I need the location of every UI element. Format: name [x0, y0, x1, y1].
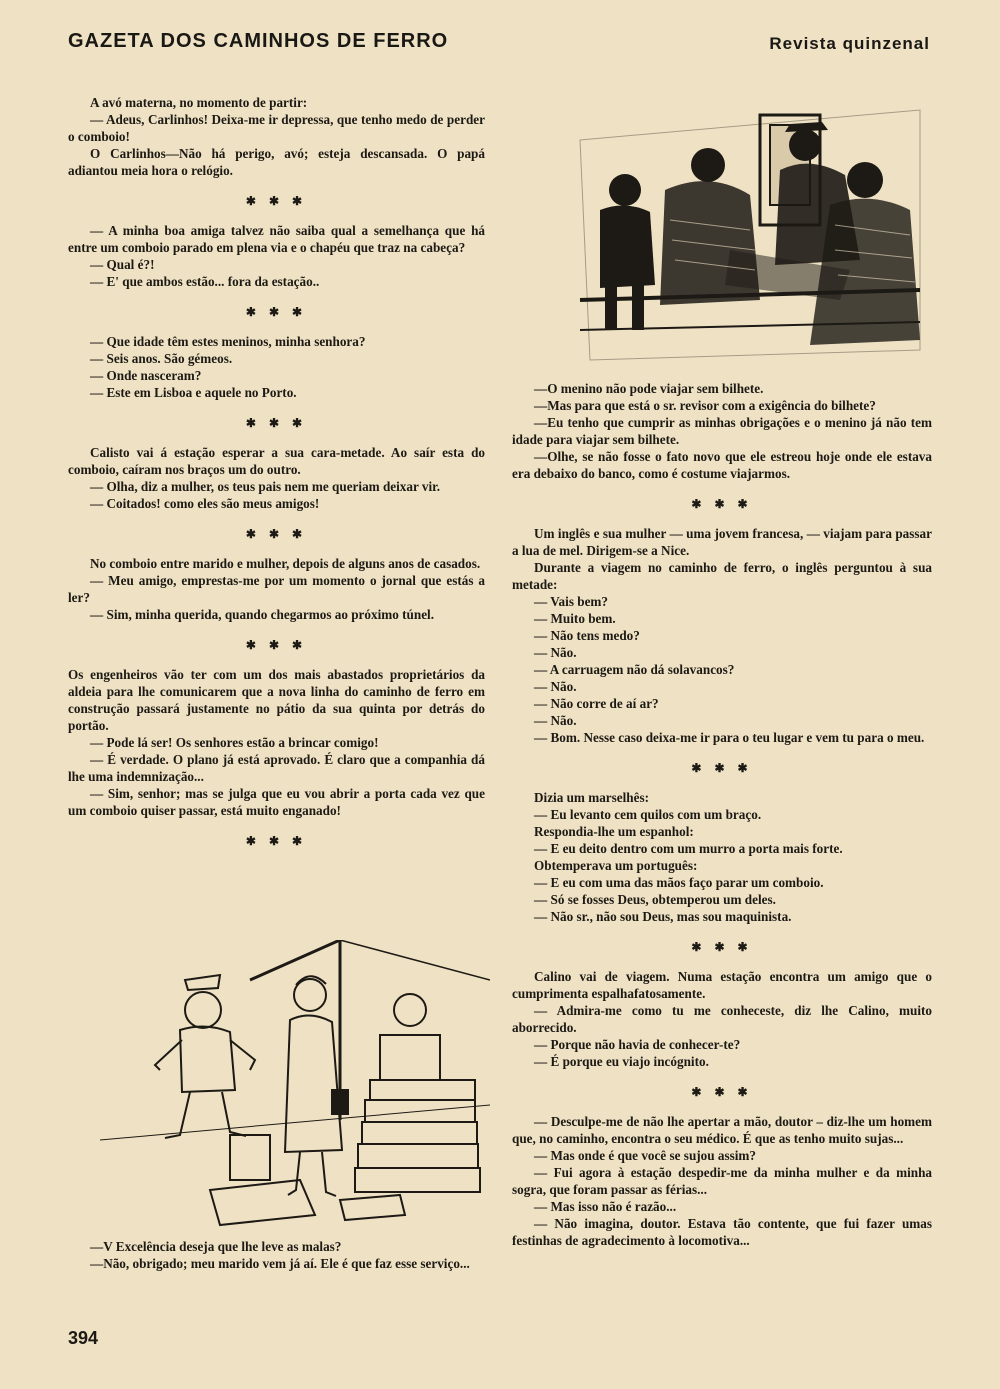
- separator: ✱ ✱ ✱: [691, 940, 753, 954]
- separator: ✱ ✱ ✱: [691, 1085, 753, 1099]
- paragraph: No comboio entre marido e mulher, depois de alguns anos de casados.: [90, 556, 481, 571]
- paragraph: — Não sr., não sou Deus, mas sou maquinista.: [534, 909, 792, 924]
- paragraph: — Qual é?!: [90, 257, 155, 272]
- paragraph: — Eu levanto cem quilos com um braço.: [534, 807, 762, 822]
- paragraph: — É verdade. O plano já está aprovado. É claro que a companhia dá lhe uma indemnização...: [68, 752, 485, 784]
- paragraph: — Que idade têm estes meninos, minha senhora?: [90, 334, 366, 349]
- paragraph: — Não corre de aí ar?: [534, 696, 659, 711]
- paragraph: Um inglês e sua mulher — uma jovem francesa, — viajam para passar a lua de mel. Dirigem-se a Nice.: [512, 526, 932, 558]
- magazine-subtitle: Revista quinzenal: [769, 34, 930, 53]
- caption-line: —Não, obrigado; meu marido vem já aí. Ele é que faz esse serviço...: [90, 1256, 470, 1271]
- paragraph: — Não imagina, doutor. Estava tão contente, que fui fazer umas festinhas de agradecimento à locomotiva...: [512, 1216, 932, 1248]
- paragraph: Durante a viagem no caminho de ferro, o inglês perguntou à sua metade:: [512, 560, 932, 592]
- paragraph: Calisto vai á estação esperar a sua cara-metade. Ao saír esta do comboio, caíram nos braços um do outro.: [68, 445, 485, 477]
- paragraph: —Mas para que está o sr. revisor com a exigência do bilhete?: [534, 398, 876, 413]
- paragraph: — Só se fosses Deus, obtemperou um deles.: [534, 892, 776, 907]
- paragraph: — E eu deito dentro com um murro a porta mais forte.: [534, 841, 843, 856]
- paragraph: Dizia um marselhês:: [534, 790, 650, 805]
- paragraph: — Fui agora à estação despedir-me da minha mulher e da minha sogra, que foram passar as férias...: [512, 1165, 932, 1197]
- separator: ✱ ✱ ✱: [245, 834, 308, 848]
- paragraph: Respondia-lhe um espanhol:: [534, 824, 694, 839]
- paragraph: — Não.: [534, 679, 577, 694]
- paragraph: — Muito bem.: [534, 611, 616, 626]
- paragraph: Obtemperava um português:: [534, 858, 698, 873]
- paragraph: O Carlinhos—Não há perigo, avó; esteja descansada. O papá adiantou meia hora o relógio.: [68, 146, 485, 178]
- porter-and-lady-illustration: [100, 940, 490, 1235]
- paragraph: —Eu tenho que cumprir as minhas obrigações e o menino já não tem idade para viajar sem bilhete.: [512, 415, 932, 447]
- train-compartment-illustration: [560, 100, 930, 370]
- left-column: [68, 94, 485, 862]
- paragraph: — Olha, diz a mulher, os teus pais nem me queriam deixar vir.: [90, 479, 441, 494]
- separator: ✱ ✱ ✱: [245, 638, 308, 652]
- paragraph: A avó materna, no momento de partir:: [90, 95, 308, 110]
- paragraph: Calino vai de viagem. Numa estação encontra um amigo que o cumprimenta espalhafatosamente.: [512, 969, 932, 1001]
- right-column: [512, 380, 932, 1249]
- magazine-title: GAZETA DOS CAMINHOS DE FERRO: [68, 30, 449, 52]
- separator: ✱ ✱ ✱: [245, 416, 308, 430]
- illustration-caption: [90, 1238, 485, 1272]
- paragraph: — Sim, senhor; mas se julga que eu vou abrir a porta cada vez que um comboio quiser passar, está muito enganado!: [68, 786, 485, 818]
- separator: ✱ ✱ ✱: [691, 761, 753, 775]
- separator: ✱ ✱ ✱: [691, 497, 753, 511]
- separator: ✱ ✱ ✱: [245, 194, 308, 208]
- paragraph: — Este em Lisboa e aquele no Porto.: [90, 385, 297, 400]
- paragraph: — Não.: [534, 645, 577, 660]
- paragraph: — A carruagem não dá solavancos?: [534, 662, 735, 677]
- paragraph: — E eu com uma das mãos faço parar um comboio.: [534, 875, 824, 890]
- paragraph: — Não tens medo?: [534, 628, 640, 643]
- paragraph: — Coitados! como eles são meus amigos!: [90, 496, 320, 511]
- paragraph: — Pode lá ser! Os senhores estão a brincar comigo!: [90, 735, 379, 750]
- paragraph: — Admira-me como tu me conheceste, diz lhe Calino, muito aborrecido.: [512, 1003, 932, 1035]
- caption-line: —V Excelência deseja que lhe leve as malas?: [90, 1239, 342, 1254]
- paragraph: —Olhe, se não fosse o fato novo que ele estreou hoje onde ele estava era debaixo do banco, como é costume viajarmos.: [512, 449, 932, 481]
- paragraph: — Adeus, Carlinhos! Deixa-me ir depressa, que tenho medo de perder o comboio!: [68, 112, 485, 144]
- paragraph: — Sim, minha querida, quando chegarmos ao próximo túnel.: [90, 607, 435, 622]
- paragraph: — Vais bem?: [534, 594, 609, 609]
- separator: ✱ ✱ ✱: [245, 527, 308, 541]
- separator: ✱ ✱ ✱: [245, 305, 308, 319]
- paragraph: — Mas isso não é razão...: [534, 1199, 677, 1214]
- paragraph: — E' que ambos estão... fora da estação..: [90, 274, 320, 289]
- paragraph: — Desculpe-me de não lhe apertar a mão, doutor – diz-lhe um homem que, no caminho, encontra o seu médico. É que as tenho muito sujas...: [512, 1114, 932, 1146]
- paragraph: — Não.: [534, 713, 577, 728]
- paragraph: —O menino não pode viajar sem bilhete.: [534, 381, 764, 396]
- paragraph: — Meu amigo, emprestas-me por um momento o jornal que estás a ler?: [68, 573, 485, 605]
- paragraph: — É porque eu viajo incógnito.: [534, 1054, 709, 1069]
- page-number: 394: [68, 1328, 99, 1348]
- paragraph: — Mas onde é que você se sujou assim?: [534, 1148, 756, 1163]
- paragraph: — Porque não havia de conhecer-te?: [534, 1037, 741, 1052]
- paragraph: — Seis anos. São gémeos.: [90, 351, 233, 366]
- paragraph: Os engenheiros vão ter com um dos mais abastados proprietários da aldeia para lhe comunicarem que a nova linha do caminho de ferro em construção passará justamente no pátio da sua quinta por detrás do portão.: [68, 667, 485, 733]
- paragraph: — A minha boa amiga talvez não saiba qual a semelhança que há entre um comboio parado em plena via e o chapéu que traz na cabeça?: [68, 223, 485, 255]
- paragraph: — Onde nasceram?: [90, 368, 202, 383]
- paragraph: — Bom. Nesse caso deixa-me ir para o teu lugar e vem tu para o meu.: [534, 730, 925, 745]
